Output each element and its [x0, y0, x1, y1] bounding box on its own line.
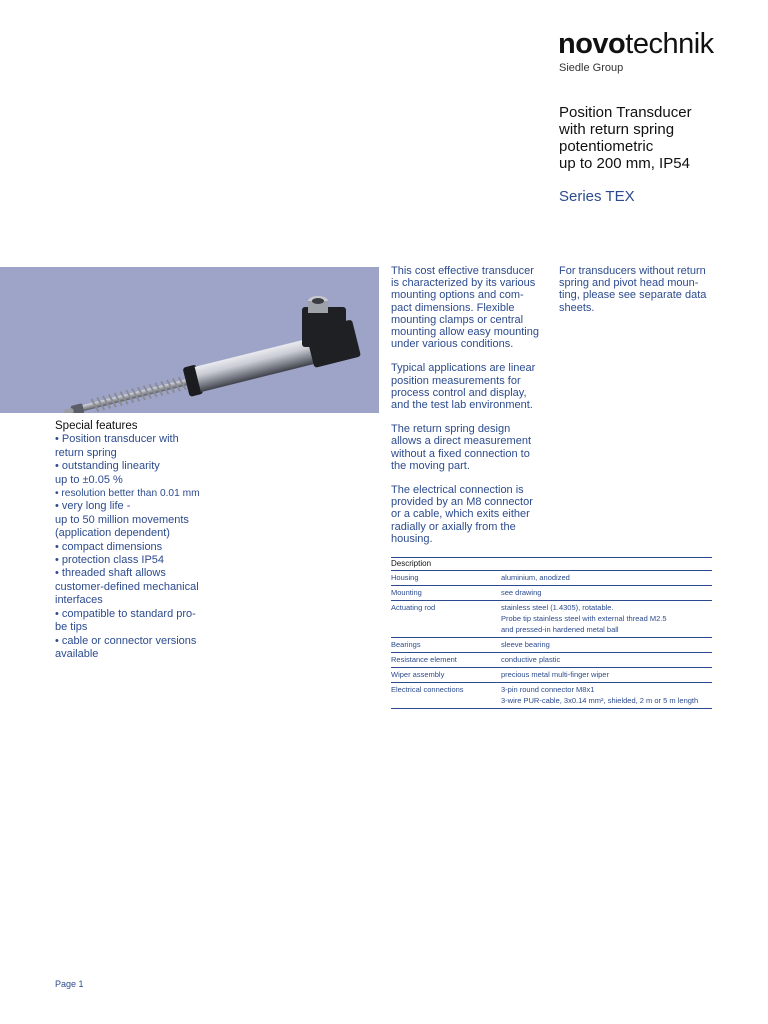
table-row	[391, 653, 712, 668]
row-key: Mounting	[391, 586, 501, 601]
feature-line: up to ±0.05 %	[55, 473, 123, 486]
side-note	[559, 265, 714, 326]
feature-line: • threaded shaft allows	[55, 567, 166, 580]
feature-line: • Position transducer with	[55, 433, 179, 446]
row-key: Housing	[391, 571, 501, 586]
feature-line: customer-defined mechanical	[55, 580, 199, 593]
intro-paragraph: This cost effective transducer is characterized by its various mounting options and com-pact dimensions. Flexible mounting clamps or central mounting allow easy mounting under various conditions.	[391, 265, 539, 351]
row-value: see drawing	[501, 586, 712, 601]
row-value: aluminium, anodized	[501, 571, 712, 586]
row-value: stainless steel (1.4305), rotatable. Probe tip stainless steel with external thread M2.5 and pressed-in hardened metal ball	[501, 601, 712, 638]
table-header: Description	[391, 558, 712, 571]
feature-line: • compact dimensions	[55, 540, 163, 553]
intro-paragraph: The electrical connection is provided by an M8 connector or a cable, which exits either radially or axially from the housing.	[391, 484, 533, 545]
table-row	[391, 586, 712, 601]
table-row	[391, 571, 712, 586]
logo-bold-text: novo	[558, 28, 626, 60]
table-row	[391, 601, 712, 638]
feature-line: • cable or connector versions	[55, 634, 197, 647]
row-value: sleeve bearing	[501, 638, 712, 653]
special-features	[55, 420, 230, 661]
logo-light-text: technik	[625, 28, 714, 60]
features-heading: Special features	[55, 420, 138, 432]
title-line: with return spring	[559, 121, 675, 138]
intro-paragraph: The return spring design allows a direct measurement without a fixed connection to the moving part.	[391, 423, 532, 472]
title-line: up to 200 mm, IP54	[559, 155, 690, 172]
intro-paragraph: Typical applications are linear position measurements for process control and display, and the test lab environment.	[391, 362, 536, 412]
brand-logo	[558, 30, 714, 59]
series-label: Series TEX	[559, 188, 635, 205]
feature-line: • resolution better than 0.01 mm	[55, 488, 200, 500]
title-line: potentiometric	[559, 138, 654, 155]
feature-line: interfaces	[55, 594, 103, 607]
table-row	[391, 683, 712, 709]
row-value: conductive plastic	[501, 653, 712, 668]
intro-text	[391, 265, 541, 557]
brand-group: Siedle Group	[559, 62, 624, 74]
feature-line: available	[55, 647, 99, 660]
row-key: Bearings	[391, 638, 501, 653]
feature-line: (application dependent)	[55, 527, 170, 540]
row-key: Resistance element	[391, 653, 501, 668]
feature-line: up to 50 million movements	[55, 513, 189, 526]
description-table	[391, 557, 712, 709]
table-row	[391, 638, 712, 653]
product-image	[0, 267, 379, 413]
row-key: Actuating rod	[391, 601, 501, 638]
row-value: 3-pin round connector M8x1 3-wire PUR-cable, 3x0.14 mm², shielded, 2 m or 5 m length	[501, 683, 712, 709]
row-key: Electrical connections	[391, 683, 501, 709]
feature-line: • compatible to standard pro-	[55, 607, 196, 620]
table-row	[391, 668, 712, 683]
feature-line: return spring	[55, 446, 117, 459]
feature-line: • very long life -	[55, 500, 131, 513]
row-value: precious metal multi-finger wiper	[501, 668, 712, 683]
feature-line: • outstanding linearity	[55, 460, 160, 473]
title-line: Position Transducer	[559, 104, 692, 121]
transducer-illustration	[0, 267, 379, 413]
page-number: Page 1	[55, 979, 84, 989]
feature-line: be tips	[55, 621, 88, 634]
row-key: Wiper assembly	[391, 668, 501, 683]
side-note-text: For transducers without return spring and pivot head moun-ting, please see separate data sheets.	[559, 265, 707, 314]
feature-line: • protection class IP54	[55, 554, 165, 567]
document-title	[559, 104, 759, 172]
